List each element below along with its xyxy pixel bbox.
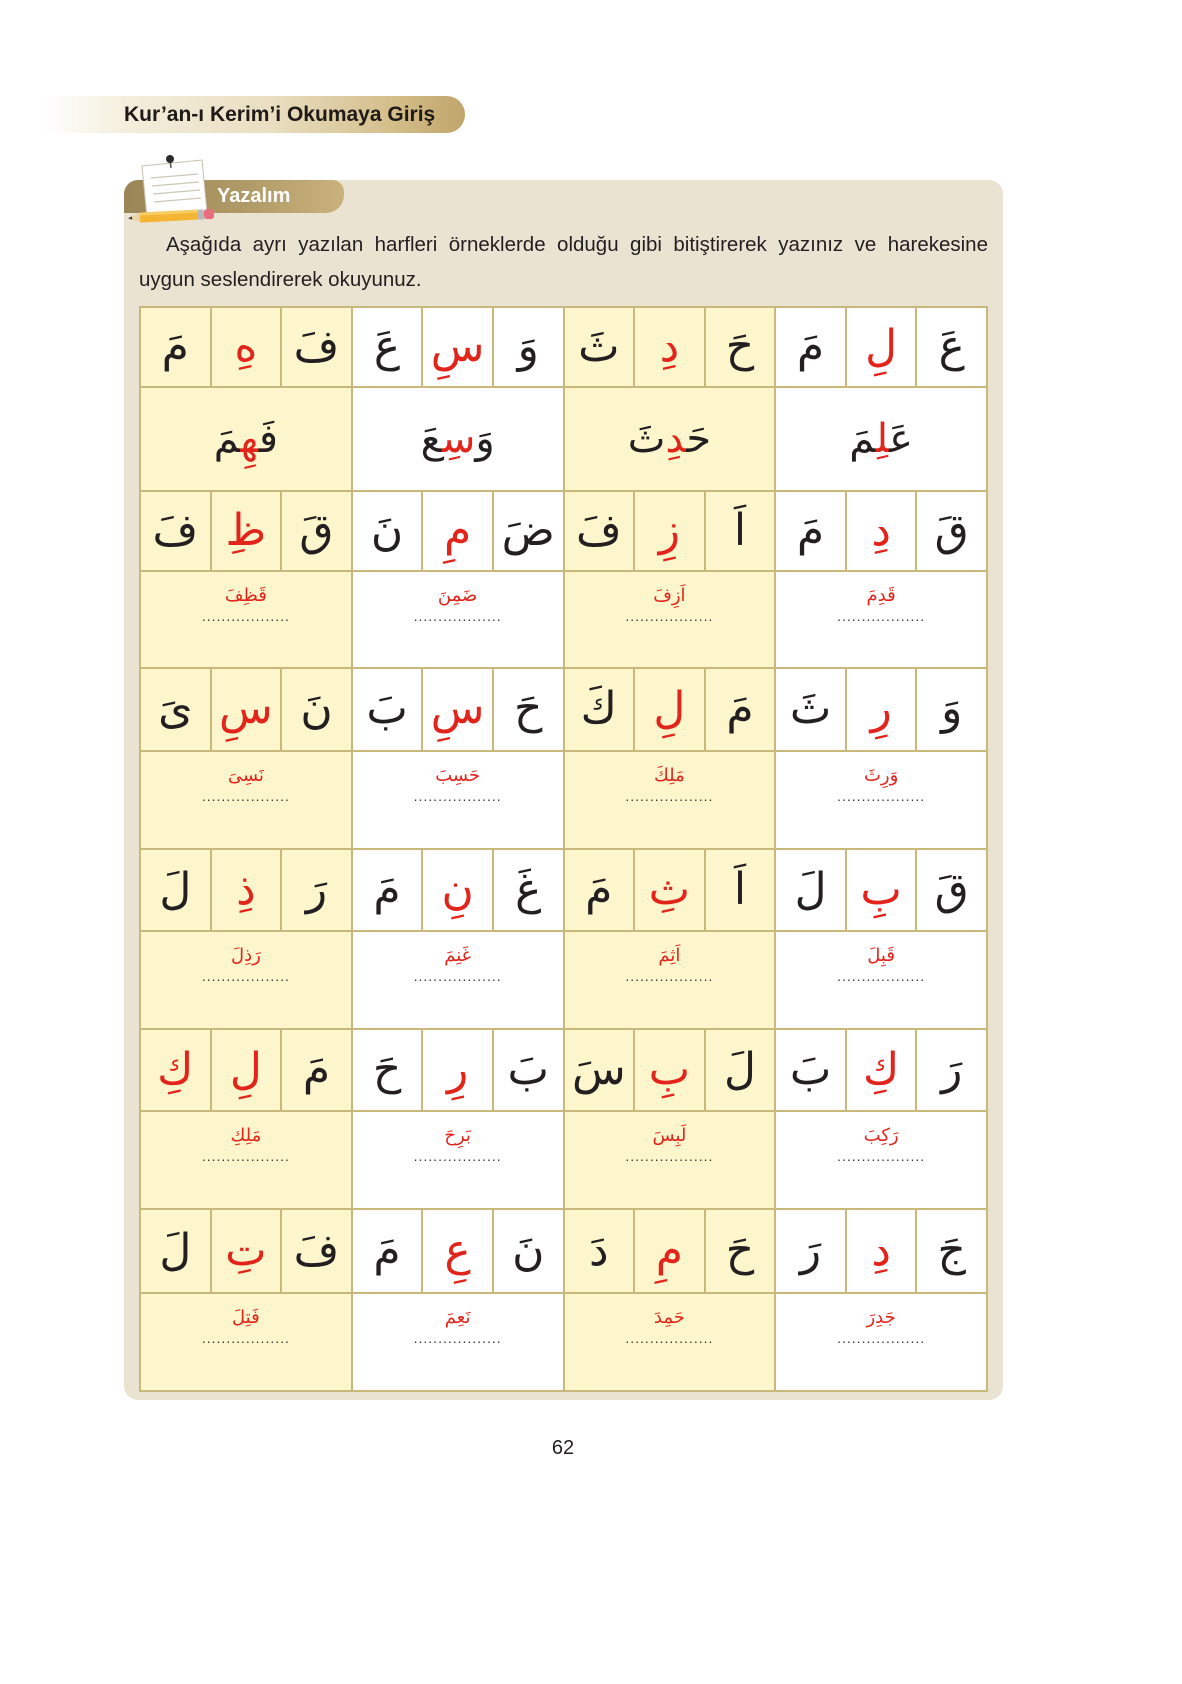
answer-word: حَسِبَ	[435, 765, 481, 786]
arabic-letter: سِ	[430, 683, 485, 735]
letter-cell	[847, 492, 916, 570]
example-word	[214, 415, 278, 463]
arabic-letter: قَ	[934, 504, 969, 556]
letter-cell	[353, 492, 422, 570]
instruction-text	[139, 227, 988, 297]
arabic-letter: ىَ	[158, 683, 193, 735]
example-word-cell	[353, 388, 563, 490]
arabic-letter: عِ	[444, 1224, 471, 1276]
arabic-letter: نَ	[512, 1224, 545, 1276]
word-letter: فَ	[258, 416, 278, 462]
arabic-letter: دِ	[871, 504, 891, 556]
letter-cell	[565, 669, 634, 750]
arabic-letter: مَ	[796, 504, 825, 556]
answer-word: رَكِبَ	[863, 1125, 899, 1146]
answer-cell	[353, 752, 563, 848]
letter-cell	[141, 669, 210, 750]
answer-word: اَزِفَ	[653, 585, 686, 606]
letter-cell	[635, 1210, 704, 1292]
instruction-line: Aşağıda ayrı yazılan harfleri örneklerde olduğu gibi bitiştirerek yazınız ve harekesine	[166, 233, 988, 256]
answer-cell	[141, 572, 351, 667]
example-word	[628, 415, 711, 463]
answer-word: قَبِلَ	[867, 945, 895, 966]
answer-cell	[565, 932, 775, 1028]
answer-word: نَعِمَ	[444, 1307, 471, 1328]
letter-cell	[917, 850, 986, 930]
letter-cell	[494, 1030, 563, 1110]
arabic-letter: مَ	[161, 320, 189, 372]
writing-line: ..................	[625, 1148, 714, 1164]
letter-cell	[706, 850, 775, 930]
writing-line: ..................	[201, 788, 290, 804]
answer-cell	[141, 1112, 351, 1208]
answer-cell	[141, 932, 351, 1028]
letter-cell	[635, 492, 704, 570]
arabic-letter: حَ	[725, 320, 755, 372]
answer-word: غَنِمَ	[444, 945, 472, 966]
arabic-letter: مَ	[585, 863, 613, 915]
arabic-letter: رَ	[799, 1224, 822, 1276]
arabic-letter: رَ	[941, 1043, 963, 1095]
writing-line: ..................	[837, 968, 926, 984]
word-letter: عَ	[889, 416, 913, 462]
letter-cell	[423, 850, 492, 930]
word-letter: ثَ	[627, 416, 666, 462]
letter-cell	[917, 492, 986, 570]
arabic-letter: مِ	[655, 1224, 684, 1276]
arabic-letter: حَ	[514, 683, 543, 735]
arabic-letter: نَ	[300, 683, 333, 735]
arabic-letter: حَ	[725, 1224, 755, 1276]
arabic-letter: جَ	[937, 1224, 966, 1276]
arabic-letter: دِ	[659, 320, 680, 372]
letter-cell	[706, 1210, 775, 1292]
writing-line: ..................	[201, 1330, 290, 1346]
arabic-letter: فَ	[293, 1224, 340, 1276]
chapter-title: Kur’an-ı Kerim’i Okumaya Giriş	[124, 103, 436, 126]
arabic-letter: ثَ	[578, 320, 620, 372]
page-number: 62	[551, 1437, 575, 1459]
letter-cell	[282, 1030, 351, 1110]
answer-cell	[353, 1112, 563, 1208]
letter-cell	[141, 492, 210, 570]
letter-cell	[353, 308, 422, 386]
arabic-letter: وَ	[517, 320, 539, 372]
answer-cell	[353, 932, 563, 1028]
answer-word: مَلِكَ	[653, 765, 685, 786]
letter-cell	[353, 850, 422, 930]
writing-line: ..................	[837, 1330, 926, 1346]
arabic-letter: ضَ	[501, 504, 555, 556]
arabic-letter: قَ	[934, 863, 969, 915]
writing-line: ..................	[413, 608, 502, 624]
answer-word: ضَمِنَ	[437, 585, 478, 606]
letter-cell	[565, 1030, 634, 1110]
letter-cell	[212, 1210, 281, 1292]
writing-line: ..................	[625, 1330, 714, 1346]
arabic-letter: لِ	[229, 1043, 262, 1095]
letter-cell	[706, 308, 775, 386]
arabic-letter: رِ	[870, 683, 892, 735]
letter-cell	[706, 492, 775, 570]
word-letter: مَ	[849, 416, 876, 462]
arabic-letter: حَ	[372, 1043, 402, 1095]
answer-cell	[565, 1294, 775, 1390]
writing-line: ..................	[201, 608, 290, 624]
writing-line: ..................	[201, 1148, 290, 1164]
arabic-letter: عَ	[373, 320, 401, 372]
arabic-letter: فَ	[575, 504, 622, 556]
chapter-header-bar	[40, 96, 465, 133]
arabic-letter: قَ	[299, 504, 334, 556]
letter-cell	[423, 308, 492, 386]
answer-word: قَدِمَ	[866, 585, 896, 606]
arabic-letter: لَ	[723, 1043, 756, 1095]
word-letter: سِ	[441, 416, 476, 462]
arabic-letter: كِ	[157, 1043, 194, 1095]
word-letter: لِ	[875, 416, 890, 462]
answer-cell	[353, 1294, 563, 1390]
answer-word: بَرِحَ	[444, 1125, 471, 1146]
letter-cell	[282, 1210, 351, 1292]
example-word-cell	[776, 388, 986, 490]
letter-cell	[847, 669, 916, 750]
letter-cell	[847, 308, 916, 386]
answer-word: حَمِدَ	[653, 1307, 685, 1328]
letter-cell	[141, 1030, 210, 1110]
letter-cell	[212, 850, 281, 930]
letter-cell	[494, 1210, 563, 1292]
writing-line: ..................	[837, 788, 926, 804]
letter-cell	[212, 492, 281, 570]
arabic-letter: ظِ	[225, 504, 267, 556]
writing-line: ..................	[625, 968, 714, 984]
arabic-letter: سَ	[571, 1043, 626, 1095]
answer-cell	[565, 752, 775, 848]
writing-line: ..................	[413, 1330, 502, 1346]
arabic-letter: لَ	[159, 863, 192, 915]
letter-cell	[282, 850, 351, 930]
letter-cell	[423, 1030, 492, 1110]
answer-word: جَدِرَ	[866, 1307, 896, 1328]
answer-word: فَتِلَ	[232, 1307, 260, 1328]
letter-cell	[776, 308, 845, 386]
instruction-line: uygun seslendirerek okuyunuz.	[139, 268, 422, 291]
example-word-cell	[141, 388, 351, 490]
answer-cell	[141, 752, 351, 848]
letter-cell	[141, 1210, 210, 1292]
answer-cell	[776, 932, 986, 1028]
example-word	[849, 415, 913, 463]
arabic-letter: مَ	[726, 683, 754, 735]
arabic-letter: لِ	[653, 683, 686, 735]
arabic-letter: بَ	[507, 1043, 549, 1095]
writing-line: ..................	[837, 608, 926, 624]
letter-cell	[635, 850, 704, 930]
arabic-letter: رَ	[305, 863, 328, 915]
writing-line: ..................	[413, 788, 502, 804]
letter-cell	[917, 669, 986, 750]
letter-cell	[565, 492, 634, 570]
arabic-letter: مَ	[302, 1043, 331, 1095]
letter-cell	[776, 1030, 845, 1110]
answer-cell	[776, 1294, 986, 1390]
word-letter: وَ	[475, 416, 495, 462]
arabic-letter: غَ	[515, 863, 542, 915]
writing-line: ..................	[837, 1148, 926, 1164]
writing-line: ..................	[625, 608, 714, 624]
letter-cell	[776, 669, 845, 750]
letter-cell	[635, 308, 704, 386]
answer-cell	[776, 572, 986, 667]
section-tab-label: Yazalım	[217, 185, 291, 207]
arabic-letter: فَ	[293, 320, 340, 372]
word-letter: حَ	[686, 416, 712, 462]
letter-cell	[141, 850, 210, 930]
arabic-letter: مَ	[373, 1224, 401, 1276]
letter-joining-table	[139, 306, 988, 1392]
word-letter: عَ	[420, 416, 442, 462]
writing-line: ..................	[625, 788, 714, 804]
answer-cell	[565, 572, 775, 667]
letter-cell	[565, 850, 634, 930]
letter-cell	[212, 1030, 281, 1110]
example-word-cell	[565, 388, 775, 490]
letter-cell	[423, 669, 492, 750]
arabic-letter: سِ	[430, 320, 485, 372]
letter-cell	[353, 669, 422, 750]
answer-word: لَبِسَ	[652, 1125, 687, 1146]
letter-cell	[917, 1030, 986, 1110]
writing-line: ..................	[413, 968, 502, 984]
answer-word: مَلِكِ	[230, 1125, 262, 1146]
arabic-letter: مَ	[796, 320, 825, 372]
arabic-letter: مِ	[444, 504, 472, 556]
letter-cell	[917, 308, 986, 386]
letter-cell	[776, 850, 845, 930]
arabic-letter: تِ	[225, 1224, 267, 1276]
paper-pencil-icon	[124, 154, 220, 226]
letter-cell	[353, 1030, 422, 1110]
letter-cell	[565, 1210, 634, 1292]
arabic-letter: بَ	[366, 683, 408, 735]
answer-cell	[565, 1112, 775, 1208]
arabic-letter: نِ	[441, 863, 474, 915]
writing-line: ..................	[413, 1148, 502, 1164]
letter-cell	[212, 308, 281, 386]
letter-cell	[282, 669, 351, 750]
answer-word: وَرِثَ	[863, 765, 899, 786]
letter-cell	[776, 1210, 845, 1292]
arabic-letter: بَ	[789, 1043, 832, 1095]
letter-cell	[494, 308, 563, 386]
arabic-letter: كَ	[580, 683, 617, 735]
letter-cell	[706, 669, 775, 750]
arabic-letter: بِ	[648, 1043, 691, 1095]
answer-cell	[141, 1294, 351, 1390]
arabic-letter: لَ	[794, 863, 827, 915]
answer-word: نَسِىَ	[227, 765, 264, 786]
arabic-letter: مَ	[373, 863, 401, 915]
arabic-letter: لِ	[865, 320, 898, 372]
arabic-letter: ثِ	[648, 863, 691, 915]
letter-cell	[635, 1030, 704, 1110]
word-letter: مَ	[213, 416, 241, 462]
letter-cell	[565, 308, 634, 386]
arabic-letter: زِ	[658, 504, 681, 556]
arabic-letter: سِ	[219, 683, 273, 735]
arabic-letter: رِ	[447, 1043, 469, 1095]
letter-cell	[423, 1210, 492, 1292]
arabic-letter: اَ	[733, 863, 747, 915]
word-letter: هِ	[240, 416, 259, 462]
letter-cell	[282, 308, 351, 386]
arabic-letter: دَ	[589, 1224, 609, 1276]
letter-cell	[706, 1030, 775, 1110]
answer-word: رَذِلَ	[230, 945, 261, 966]
arabic-letter: اَ	[733, 504, 747, 556]
letter-cell	[847, 1210, 916, 1292]
letter-cell	[353, 1210, 422, 1292]
arabic-letter: دِ	[871, 1224, 891, 1276]
arabic-letter: فَ	[152, 504, 199, 556]
arabic-letter: ثَ	[789, 683, 832, 735]
letter-cell	[212, 669, 281, 750]
arabic-letter: بِ	[860, 863, 902, 915]
letter-cell	[282, 492, 351, 570]
letter-cell	[847, 850, 916, 930]
arabic-letter: عَ	[938, 320, 965, 372]
answer-cell	[776, 1112, 986, 1208]
letter-cell	[917, 1210, 986, 1292]
answer-word: اَثِمَ	[658, 945, 681, 966]
letter-cell	[494, 492, 563, 570]
arabic-letter: كِ	[863, 1043, 900, 1095]
letter-cell	[494, 669, 563, 750]
word-letter: دِ	[665, 416, 687, 462]
letter-cell	[141, 308, 210, 386]
letter-cell	[635, 669, 704, 750]
arabic-letter: نَ	[370, 504, 404, 556]
writing-line: ..................	[201, 968, 290, 984]
answer-cell	[776, 752, 986, 848]
letter-cell	[776, 492, 845, 570]
answer-cell	[353, 572, 563, 667]
arabic-letter: وَ	[941, 683, 963, 735]
letter-cell	[423, 492, 492, 570]
arabic-letter: ذِ	[236, 863, 256, 915]
arabic-letter: لَ	[159, 1224, 192, 1276]
arabic-letter: هِ	[234, 320, 258, 372]
letter-cell	[494, 850, 563, 930]
example-word	[421, 415, 495, 463]
letter-cell	[847, 1030, 916, 1110]
answer-word: قَظِفَ	[224, 585, 267, 606]
